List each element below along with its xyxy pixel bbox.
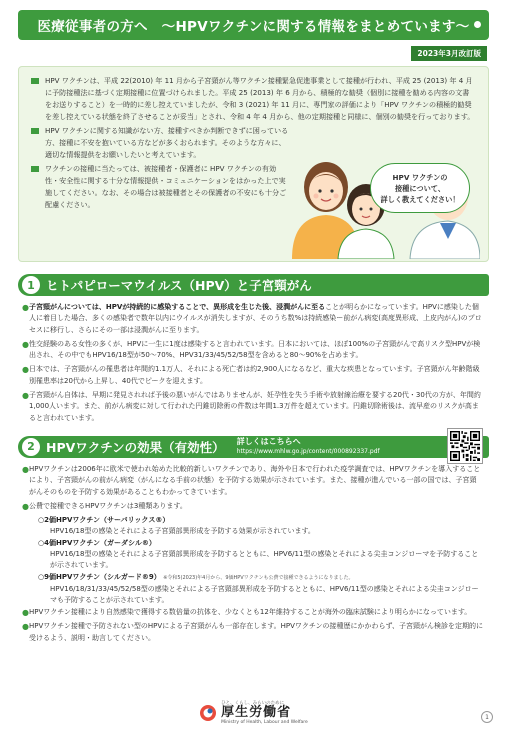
vaccine-item: ○2価HPVワクチン（サーバリックス®） HPV16/18型の感染とそれによる子宮頸部異形成を予防する効果が示されています。 bbox=[38, 516, 315, 536]
paragraph: ● HPVワクチン接種で予防されない型のHPVによる子宮頸がんも一部存在します。HPVワクチンの接種歴にかかわらず、子宮頸がん検診を定期的に受けるよう、説明・助言してください。 bbox=[22, 621, 483, 644]
details-link[interactable]: 詳しくはこちらへ https://www.mhlw.go.jp/content/000892337.pdf bbox=[236, 436, 380, 455]
circle-bullet-icon: ● bbox=[22, 608, 29, 618]
ministry-logo: ひと、くらし、みらいのために 厚生労働省 Ministry of Health, Labour and Welfare bbox=[199, 700, 308, 725]
section-header-vaccine-efficacy bbox=[18, 436, 489, 458]
section1-body bbox=[22, 302, 483, 424]
paragraph: ● HPVワクチン接種により自然感染で獲得する数倍量の抗体を、少なくとも12年維持することが海外の臨床試験により明らかになっています。 bbox=[22, 608, 472, 618]
paragraph: ● 公費で接種できるHPVワクチンは3種類あります。 bbox=[22, 501, 187, 511]
circle-bullet-icon: ● bbox=[22, 303, 29, 312]
paragraph: ● 日本では、子宮頸がんの罹患者は年間約1.1万人、それによる死亡者は約2,900人になるなど、重大な疾患となっています。子宮頸がん年齢階級別罹患率は20代から上昇し、40代でピークを迎えます。 bbox=[22, 364, 483, 387]
square-bullet-icon bbox=[31, 78, 39, 84]
section-header-hpv-cervical-cancer bbox=[18, 274, 489, 296]
page-number: 1 bbox=[481, 711, 493, 723]
footer bbox=[0, 700, 507, 725]
section-number: 1 bbox=[22, 276, 40, 294]
circle-bullet-icon: ● bbox=[22, 622, 29, 632]
vaccine-item: ○9価HPVワクチン（シルガード®9） ※令和5(2023)年4月から、9価HPVワクチンも公費で接種できるようになりました。 HPV16/18/31/33/45/52/58型の感染とそれによる子宮頸部異形成を予防するとともに、HPV6/11型の感染とそれによる尖圭コンジローマも予防することが示されています。 bbox=[38, 573, 479, 605]
circle-bullet-icon: ● bbox=[22, 391, 29, 401]
section-title: ヒトパピローマウイルス（HPV）と子宮頸がん bbox=[46, 278, 312, 293]
ministry-emblem-icon bbox=[199, 704, 217, 722]
ministry-name: 厚生労働省 bbox=[221, 705, 292, 720]
intro-item: HPV ワクチンに関する知識がない方、接種すべきか判断できずに困っている方、接種に不安を抱いている方などが多くおられます。そのような方々に、適切な情報提供をお願いしたいと考えています。 bbox=[31, 125, 289, 161]
qr-code-icon[interactable] bbox=[447, 428, 483, 464]
vaccine-item: ○4価HPVワクチン（ガーダシル®） HPV16/18型の感染とそれによる子宮頸部異形成を予防するとともに、HPV6/11型の感染とそれによる尖圭コンジローマを予防することが示されています。 bbox=[38, 539, 479, 570]
section-title: HPVワクチンの効果（有効性） bbox=[46, 439, 225, 455]
square-bullet-icon bbox=[31, 128, 39, 134]
header-banner bbox=[18, 10, 489, 40]
circle-bullet-icon: ● bbox=[22, 365, 29, 375]
square-bullet-icon bbox=[31, 166, 39, 172]
circle-bullet-icon: ● bbox=[22, 501, 29, 511]
circle-bullet-icon: ● bbox=[22, 464, 29, 474]
section2-body bbox=[22, 464, 483, 644]
paragraph: ● 子宮頸がんについては、HPVが持続的に感染することで、異形成を生じた後、浸潤がんに至ることが明らかになっています。HPVに感染した個人に着目した場合、多くの感染者で数年以内にウイルスが消失しますが、そのうち数%は持続感染ー前がん病変(高度異形成、上皮内がん)のプロセスに移行し、さらにその一部は浸潤がんに至ります。 bbox=[22, 302, 483, 336]
revised-badge: 2023年3月改訂版 bbox=[411, 46, 487, 61]
vaccine-list bbox=[38, 515, 483, 606]
speech-bubble: HPV ワクチンの 接種について、 詳しく教えてください！ bbox=[370, 163, 470, 213]
page-title: 医療従事者の方へ 〜HPVワクチンに関する情報をまとめています〜 bbox=[37, 19, 470, 35]
intro-item: ワクチンの接種に当たっては、被接種者・保護者に HPV ワクチンの有効性・安全性に関する十分な情報提供・コミュニケーションをはかった上で実施してください。なお、その場合は被接種者とその保護者の不安にも十分ご配慮ください。 bbox=[31, 163, 289, 211]
paragraph: ● 子宮頸がん自体は、早期に発見されれば予後の悪いがんではありませんが、妊孕性を失う手術や放射線治療を要する20代・30代の方が、年間約1,000人います。また、前がん病変に対して行われた円錐切除術の件数は年間1.3万件を超えています。円錐切除術後は、流早産のリスクが高まると言われています。 bbox=[22, 390, 483, 424]
banner-dot-decoration bbox=[474, 21, 481, 28]
intro-box bbox=[18, 66, 489, 262]
intro-item: HPV ワクチンは、平成 22(2010) 年 11 月から子宮頸がん等ワクチン接種緊急促進事業として接種が行われ、平成 25 (2013) 年 4 月に予防接種法に基づく定期接種に位置づけられました。平成 25 (2013) 年 6 月から、積極的な勧奨（個別に接種を勧める内容の文書をお送りすること）を一時的に差し控えていましたが、令和 3 (2021) 年 11 月に、専門家の評価により「HPV ワクチンの積極的勧奨を差し控えている状態を終了させることが妥当」とされ、令和 4 年 4 月から、他の定期接種と同様に、個別の勧奨を行っております。 bbox=[31, 75, 476, 123]
paragraph: ● 性交経験のある女性の多くが、HPVに一生に1度は感染すると言われています。日本においては、ほぼ100%の子宮頸がんで高リスク型HPVが検出され、その中でもHPV16/18型が50〜70%、HPV31/33/45/52/58型を含めると80〜90%を占めます。 bbox=[22, 339, 483, 362]
circle-bullet-icon: ● bbox=[22, 339, 29, 349]
paragraph: ● HPVワクチンは2006年に欧米で使われ始めた比較的新しいワクチンであり、海外や日本で行われた疫学調査では、HPVワクチンを導入することにより、子宮頸がんの前がん病変（がんになる手前の状態）を予防する効果が示されています。また、接種が進んでいる一部の国では、子宮頸がんそのものを予防する効果があることもわかってきています。 bbox=[22, 464, 483, 498]
revised-row bbox=[14, 46, 493, 61]
section-number: 2 bbox=[22, 438, 40, 456]
